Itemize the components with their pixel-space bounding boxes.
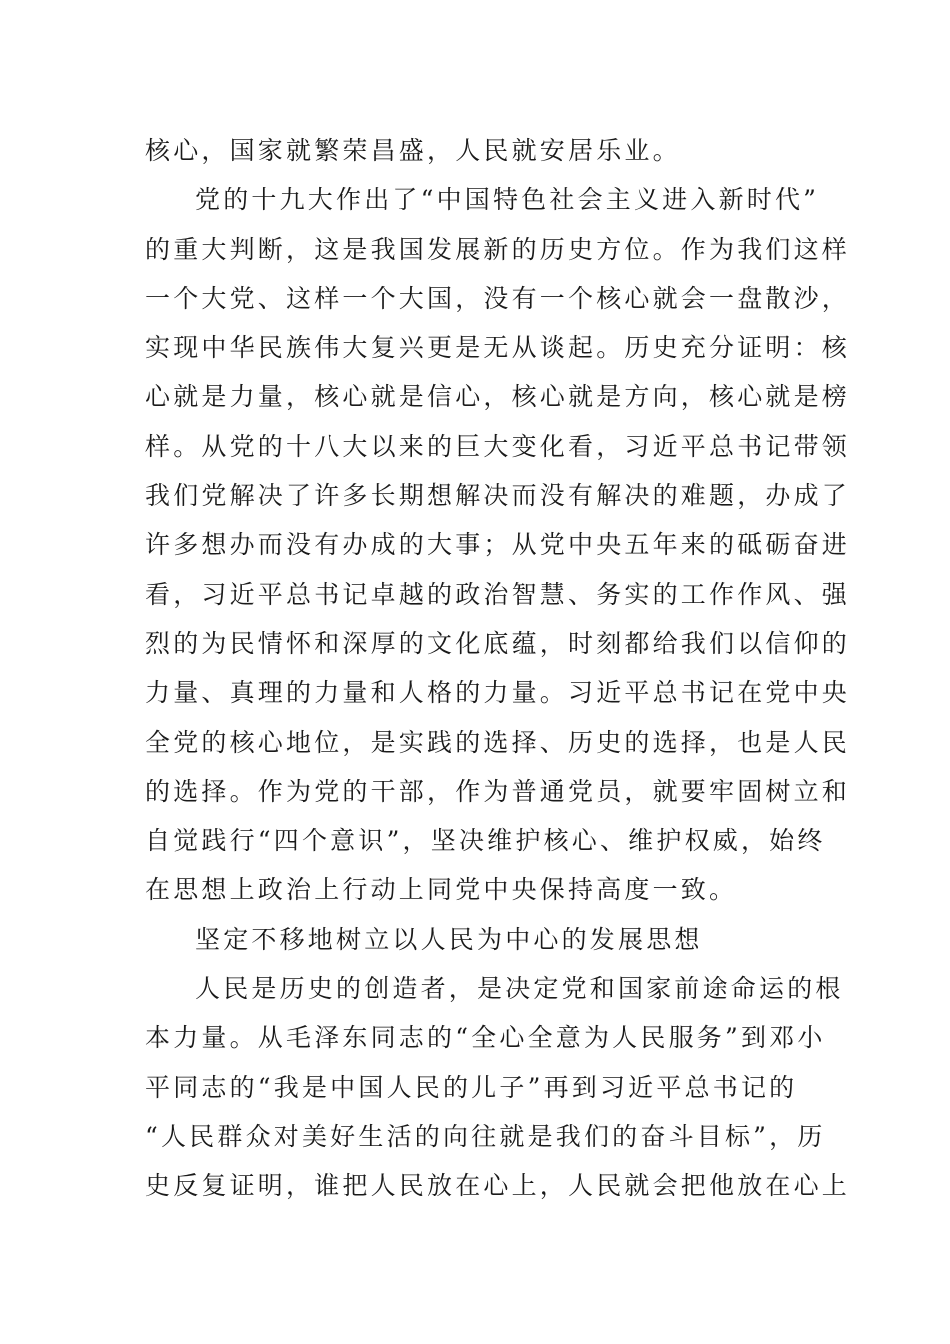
text-line: 的选择。作为党的干部，作为普通党员，就要牢固树立和 [145,776,851,806]
text-line: 的重大判断，这是我国发展新的历史方位。作为我们这样 [145,234,851,264]
text-line: “人民群众对美好生活的向往就是我们的奋斗目标”，历 [145,1121,826,1151]
text-line: 本力量。从毛泽东同志的“全心全意为人民服务”到邓小 [145,1023,826,1053]
text-line: 看，习近平总书记卓越的政治智慧、务实的工作作风、强 [145,579,851,609]
text-line: 一个大党、这样一个大国，没有一个核心就会一盘散沙， [145,283,851,313]
text-line: 平同志的“我是中国人民的儿子”再到习近平总书记的 [145,1072,798,1102]
paragraph-first-line: 人民是历史的创造者，是决定党和国家前途命运的根 [195,974,844,1004]
text-line: 心就是力量，核心就是信心，核心就是方向，核心就是榜 [145,382,851,412]
text-line: 核心，国家就繁荣昌盛，人民就安居乐业。 [145,136,681,165]
body-text [145,126,851,1211]
paragraph-first-line: 坚定不移地树立以人民为中心的发展思想 [195,924,703,954]
text-line: 烈的为民情怀和深厚的文化底蕴，时刻都给我们以信仰的 [145,628,851,658]
text-line: 我们党解决了许多长期想解决而没有解决的难题，办成了 [145,481,851,511]
text-line: 许多想办而没有办成的大事；从党中央五年来的砥砺奋进 [145,530,851,560]
text-line: 史反复证明，谁把人民放在心上，人民就会把他放在心上 [145,1171,851,1201]
text-line: 样。从党的十八大以来的巨大变化看，习近平总书记带领 [145,431,851,461]
text-line: 在思想上政治上行动上同党中央保持高度一致。 [145,875,738,905]
text-line: 力量、真理的力量和人格的力量。习近平总书记在党中央 [145,678,851,708]
text-line: 自觉践行“四个意识”，坚决维护核心、维护权威，始终 [145,826,826,856]
text-line: 实现中华民族伟大复兴更是无从谈起。历史充分证明：核 [145,333,851,363]
paragraph-first-line: 党的十九大作出了“中国特色社会主义进入新时代” [195,185,820,215]
text-line: 全党的核心地位，是实践的选择、历史的选择，也是人民 [145,727,851,757]
